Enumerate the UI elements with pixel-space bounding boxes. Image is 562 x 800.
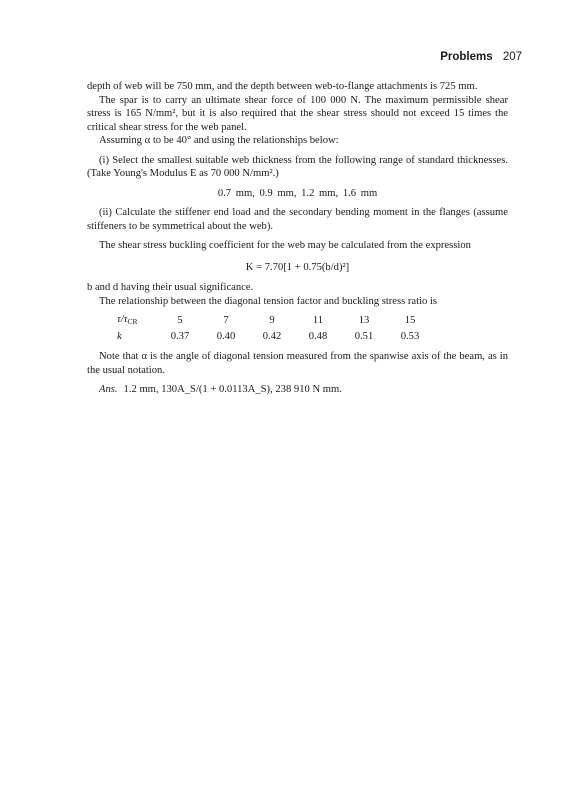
table-cell: 5 xyxy=(177,315,183,326)
answer-text: 1.2 mm, 130A_S/(1 + 0.0113A_S), 238 910 N mm. xyxy=(123,384,342,395)
paragraph-buckling-coefficient: The shear stress buckling coefficient for the web may be calculated from the expression xyxy=(99,240,471,251)
tension-factor-table xyxy=(117,313,433,344)
paragraph-shear-force: The spar is to carry an ultimate shear force of 100 000 N. The maximum permissible shear stress is 165 N/mm², but it is also required that the shear stress should not exceed 15 times the critical shear stress for the web panel. xyxy=(87,94,508,133)
table-cell: 0.48 xyxy=(308,330,328,342)
equation-k: K = 7.70[1 + 0.75(b/d)²] xyxy=(245,261,350,273)
paragraph-relationship: The relationship between the diagonal tension factor and buckling stress ratio is xyxy=(99,295,438,307)
table-cell: 0.40 xyxy=(216,330,236,342)
table-cell: 0.51 xyxy=(354,330,374,342)
paragraph-assumptions: Assuming α to be 40° and using the relationships below: xyxy=(99,135,339,146)
paragraph-significance: b and d having their usual significance. xyxy=(87,282,254,293)
table-cell: 7 xyxy=(223,315,229,326)
question-part-i: (i) Select the smallest suitable web thickness from the following range of standard thicknesses. (Take Young's Modulus E as 70 000 N/mm².) xyxy=(87,154,508,179)
table-row xyxy=(117,330,433,345)
table-cell: 9 xyxy=(269,315,275,326)
page-number: 207 xyxy=(502,51,522,63)
table-row xyxy=(117,313,433,330)
table-cell: 0.42 xyxy=(262,330,282,342)
table-cell: 0.37 xyxy=(170,330,190,342)
table-cell: 11 xyxy=(312,315,324,326)
row-label-stress-ratio: $\tau/\tau_{CR}$ xyxy=(117,314,138,326)
running-header xyxy=(440,51,522,63)
table-cell: 13 xyxy=(358,315,370,326)
paragraph-web-depth: depth of web will be 750 mm, and the depth between web-to-flange attachments is 725 mm. xyxy=(87,81,478,92)
paragraph-alpha-note: Note that α is the angle of diagonal tension measured from the spanwise axis of the beam, as in the usual notation. xyxy=(87,351,508,376)
answer-line xyxy=(87,383,508,397)
row-label-k: k xyxy=(117,330,122,342)
section-title: Problems xyxy=(440,51,493,63)
question-part-ii: (ii) Calculate the stiffener end load and the secondary bending moment in the flanges (assume stiffeners to be symmetrical about the web). xyxy=(87,207,508,232)
problem-text xyxy=(87,80,508,397)
table-cell: 15 xyxy=(404,315,416,326)
thickness-options: 0.7 mm, 0.9 mm, 1.2 mm, 1.6 mm xyxy=(217,187,378,199)
answer-label: Ans. xyxy=(99,384,118,395)
table-cell: 0.53 xyxy=(400,330,420,342)
